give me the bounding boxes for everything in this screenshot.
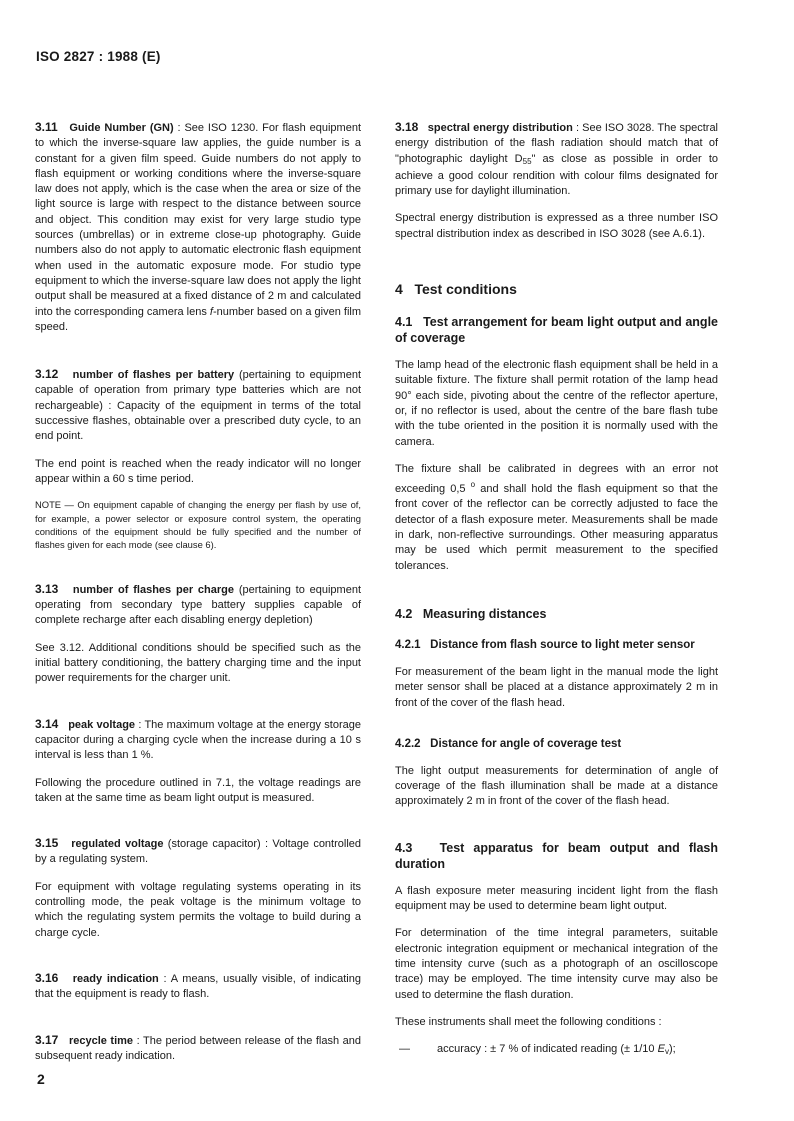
paragraph: These instruments shall meet the following conditions : — [395, 1015, 662, 1028]
section-4-2-heading — [395, 606, 718, 622]
f-number-symbol: f — [209, 305, 213, 318]
clause-3-17 — [35, 1033, 361, 1065]
paragraph: For determination of the time integral parameters, suitable electronic integration equipment or mechanical integration of the time intensity curve (such as a photograph of an oscilloscope trace) may be employed. The time intensity curve may also be used to determine the flash duration. — [395, 927, 718, 1001]
page-number: 2 — [37, 1071, 45, 1087]
definition-text: (pertaining to equipment capable of operation from primary type batteries which are not rechargeable) : Capacity of the equipment in terms of the total successive flashes, obtainable over a prescribed duty cycle, to an end point. — [35, 369, 361, 443]
term: Guide Number (GN) — [69, 122, 174, 134]
paragraph: Following the procedure outlined in 7.1, the voltage readings are taken at the same time as beam light output is measured. — [35, 776, 361, 804]
section-title: Test arrangement for beam light output and angle of coverage — [395, 315, 718, 346]
clause-number: 3.15 — [35, 836, 59, 851]
list-item-text: accuracy : ± 7 % of indicated reading (± 1/10 — [437, 1043, 658, 1056]
right-column — [395, 120, 718, 1059]
section-4-2-1-heading — [395, 638, 718, 653]
section-4-heading — [395, 280, 718, 298]
definition-text: : The maximum voltage at the energy storage capacitor during a charging cycle when the increase during a 10 s interval is less than 1 %. — [35, 718, 361, 762]
section-number: 4.2.2 — [395, 737, 421, 750]
clause-3-13 — [35, 582, 361, 629]
clause-number: 3.14 — [35, 716, 59, 731]
section-title: Measuring distances — [422, 606, 547, 621]
clause-3-18 — [395, 120, 718, 199]
symbol-e: E — [657, 1043, 665, 1056]
clause-number: 3.18 — [395, 120, 419, 134]
definition-text: : See ISO 1230. For flash equipment to which the inverse-square law applies, the guide number is a constant for a given film speed. Guide numbers do not apply to flash equipment or working conditions where the inverse-square law does not apply, which is the case when the area or size of the light source is large with respect to the distance between source and object. This condition may exist for very large studio type sources (umbrellas) or in extreme close-up photography. Guide numbers also do not apply to automatic electronic flash equipment when used in the automatic exposure mode. For studio type equipment to which the inverse-square law does not apply the light output shall be measured at a fixed distance of 2 m and calculated into the corresponding camera lens — [35, 122, 362, 318]
section-title: Test conditions — [414, 281, 517, 298]
page-header: ISO 2827 : 1988 (E) — [36, 49, 161, 64]
subscript: 55 — [522, 156, 532, 166]
section-title: Distance for angle of coverage test — [430, 737, 622, 750]
paragraph: The lamp head of the electronic flash equipment shall be held in a suitable fixture. The fixture shall permit rotation of the lamp head 90° each side, pivoting about the centre of the reflector aperture, or, if no reflector is used, about the centre of the bare flash tube with the tube oriented in the position it is normally used with the camera. — [395, 359, 718, 448]
definition-text: -number based on a given film speed. — [35, 305, 361, 333]
definition-text: : The period between release of the flash and subsequent ready indication. — [35, 1034, 361, 1062]
list-item-text: ); — [668, 1043, 676, 1056]
definition-text: : A means, usually visible, of indicating that the equipment is ready to flash. — [35, 972, 361, 1001]
clause-3-14 — [35, 717, 361, 764]
paragraph: The end point is reached when the ready indicator will no longer appear within a 60 s time period. — [35, 457, 361, 485]
clause-3-12 — [35, 367, 361, 444]
clause-number: 3.11 — [35, 120, 58, 134]
term: recycle time — [68, 1034, 134, 1047]
section-title: Distance from flash source to light meter sensor — [430, 638, 695, 651]
paragraph: For measurement of the beam light in the manual mode the light meter sensor shall be placed at a distance approximately 2 m in front of the cover of the flash head. — [395, 665, 718, 709]
clause-number: 3.16 — [35, 970, 59, 985]
definition-text: " as close as possible in order to achieve a good colour rendition with colour films designated for primary use for daylight illumination. — [395, 152, 718, 198]
section-4-2-2-heading — [395, 737, 718, 752]
section-4-1-heading — [395, 314, 718, 346]
section-4-3-heading — [395, 840, 718, 872]
section-number: 4.2.1 — [395, 638, 421, 651]
term: spectral energy distribution — [427, 122, 573, 134]
clause-3-16 — [35, 971, 361, 1003]
section-number: 4 — [395, 281, 403, 298]
term: peak voltage — [68, 718, 136, 731]
list-item — [395, 1042, 718, 1059]
clause-3-11 — [35, 120, 361, 335]
degree-mark: o — [470, 480, 476, 490]
note: NOTE — On equipment capable of changing the energy per flash by use of, for example, a power selector or exposure control system, the operating conditions of the equipment should be fully specified and the number of flashes given for each mode (see clause 6). — [35, 499, 361, 551]
section-number: 4.1 — [395, 315, 413, 330]
section-number: 4.2 — [395, 606, 413, 621]
definition-text: : See ISO 3028. The spectral energy distribution of the flash radiation should match that of "photographic daylight D — [395, 122, 719, 165]
subscript: v — [664, 1047, 669, 1057]
list-dash: — — [399, 1043, 410, 1056]
term: ready indication — [72, 972, 159, 985]
term: number of flashes per battery — [72, 369, 235, 382]
paragraph-text: The fixture shall be calibrated in degrees with an error not exceeding 0,5 — [395, 462, 718, 496]
paragraph — [395, 462, 718, 574]
term: regulated voltage — [71, 838, 164, 851]
section-number: 4.3 — [395, 840, 413, 855]
paragraph: Spectral energy distribution is expressed as a three number ISO spectral distribution index as described in ISO 3028 (see A.6.1). — [395, 212, 718, 240]
clause-number: 3.13 — [35, 581, 59, 596]
paragraph: See 3.12. Additional conditions should be specified such as the initial battery conditioning, the battery charging time and the input power requirements for the charger unit. — [35, 641, 361, 685]
definition-text: (pertaining to equipment operating from secondary type battery supplies capable of complete recharge after each disabling energy depletion) — [35, 583, 362, 627]
paragraph: For equipment with voltage regulating systems operating in its controlling mode, the peak voltage is the minimum voltage to which the regulating system permits the voltage to build during a charge cycle. — [35, 880, 361, 939]
paragraph-text: and shall hold the flash equipment so that the front cover of the reflector can be correctly adjusted to face the detector of a flash exposure meter. Measurements shall be made in dark, non-reflective surroundings. Other measuring apparatus may be used which permit measurement to the specified tolerances. — [395, 483, 718, 572]
term: number of flashes per charge — [72, 583, 234, 596]
left-column — [35, 120, 361, 1064]
clause-number: 3.12 — [35, 367, 59, 382]
definition-text: (storage capacitor) : Voltage controlled by a regulating system. — [35, 838, 362, 866]
clause-3-15 — [35, 836, 361, 868]
clause-number: 3.17 — [35, 1032, 59, 1047]
section-title: Test apparatus for beam output and flash duration — [395, 840, 718, 871]
paragraph: A flash exposure meter measuring incident light from the flash equipment may be used to determine beam light output. — [395, 884, 718, 913]
paragraph: The light output measurements for determination of angle of coverage of the flash illumination shall be made at a distance approximately 2 m in front of the cover of the flash head. — [395, 764, 718, 808]
